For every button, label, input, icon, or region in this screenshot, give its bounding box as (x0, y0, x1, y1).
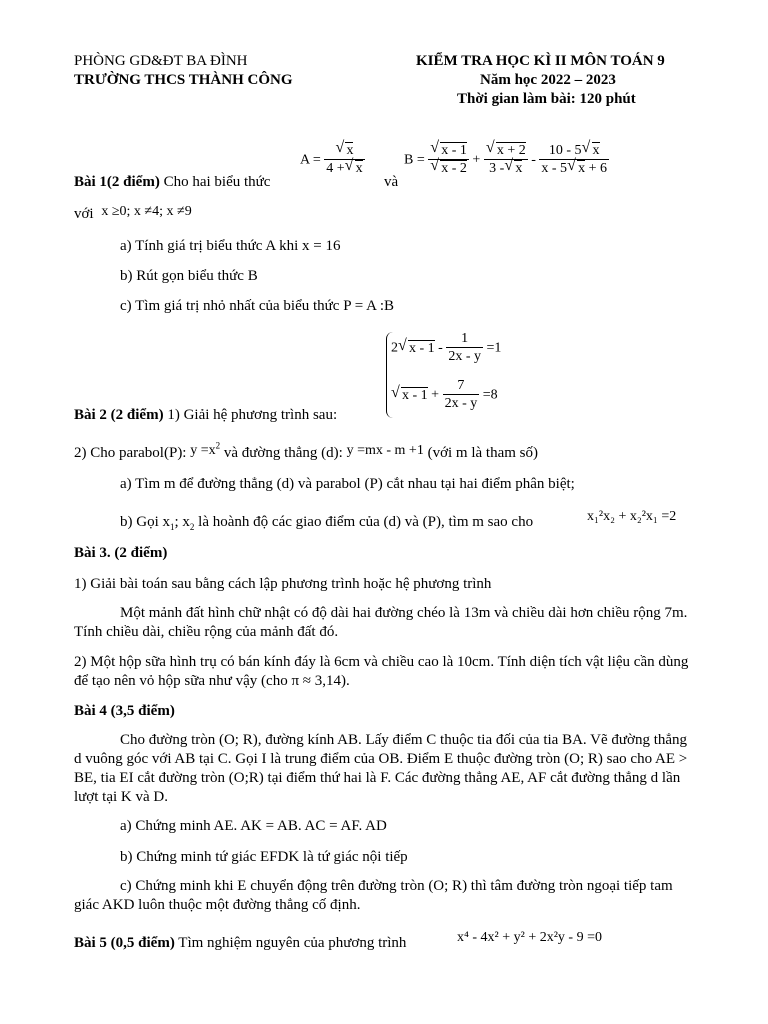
expr-b-term1 (428, 142, 469, 178)
parabol-eq: $y =x^2$ (190, 440, 221, 458)
bai3-part1-text: Một mảnh đất hình chữ nhật có độ dài hai đường chéo là 13m và chiều dài hơn chiều rộng 7m. Tính chiều dài, chiều rộng của mảnh đất đó. (74, 605, 688, 640)
expr-a-fraction (324, 142, 364, 178)
b-minus: - (531, 152, 536, 168)
b-post: là hoành độ các giao điểm của (d) và (P), tìm m sao cho (194, 514, 534, 530)
b-t3-den-pre: x - 5 (541, 161, 568, 176)
eq1-pre: 2 (391, 340, 398, 356)
b-mid: ; x (174, 514, 190, 530)
eq1-fraction (446, 330, 483, 366)
bai1-heading (74, 173, 270, 192)
bai5-text: Tìm nghiệm nguyên của phương trình (174, 935, 407, 951)
eq2-sqrt: √ x - 1 (401, 387, 428, 403)
bai1-part-c: c) Tìm giá trị nhỏ nhất của biểu thức P = A :B (120, 298, 395, 314)
bai4-part-a: a) Chứng minh AE. AK = AB. AC = AF. AD (120, 818, 387, 834)
bai1-title: Bài 1(2 điểm) (74, 174, 160, 190)
bai4-text: Cho đường tròn (O; R), đường kính AB. Lấy điểm C thuộc tia đối của tia BA. Vẽ đường thẳng d vuông góc với AB tại C. Gọi I là trung điểm của OB. Điểm E thuộc đường tròn (O; R) sao cho AE > BE, tia EI cắt đường tròn (O;R) tại điểm thứ hai là F. Các đường thẳng AE, AF cắt đường thẳng d lần lượt tại K và D. (74, 732, 688, 805)
expr-b-term3 (539, 142, 609, 178)
eq1-rhs: =1 (486, 340, 502, 356)
b-sub1: 1 (170, 522, 175, 532)
exam-title: KIỂM TRA HỌC KÌ II MÔN TOÁN 9 (416, 53, 665, 69)
bai2-title: Bài 2 (2 điểm) (74, 407, 164, 423)
expression-a (300, 142, 365, 178)
system-eq1 (391, 330, 501, 366)
bai3-part2-text: 2) Một hộp sữa hình trụ có bán kính đáy là 6cm và chiều cao là 10cm. Tính diện tích vật liệu cần dùng để tạo nên vỏ hộp sữa như vậy (cho π ≈ 3,14). (74, 654, 689, 689)
b-t1-den: √ x - 2 (440, 160, 467, 176)
and-word: và (384, 174, 399, 190)
eq1-sqrt: √ x - 1 (408, 340, 435, 356)
parabol-text: y =x (190, 443, 216, 458)
expression-b (404, 142, 609, 178)
expr-a-den-sqrt: √ x (355, 160, 363, 176)
line-d-eq: y =mx - m +1 (346, 443, 424, 458)
b-t3-den-sqrt: √ x (577, 160, 585, 176)
eq2-rhs: =8 (482, 387, 498, 403)
part2-pre: 2) Cho parabol(P): (74, 445, 191, 461)
bai1-part-a: a) Tính giá trị biểu thức A khi x = 16 (120, 238, 341, 254)
b-t3-num-pre: 10 - 5 (548, 143, 582, 158)
b-t1-num: √ x - 1 (440, 142, 467, 158)
bai5-line (74, 934, 406, 953)
bai5-equation: x⁴ - 4x² + y² + 2x²y - 9 =0 (457, 930, 602, 945)
bai2-part2-line (74, 440, 538, 463)
eq1-minus: - (438, 340, 443, 356)
school-name: TRƯỜNG THCS THÀNH CÔNG (74, 72, 293, 88)
department-name: PHÒNG GD&ĐT BA ĐÌNH (74, 53, 248, 69)
eq2-plus: + (431, 387, 440, 403)
bai2-b-equation: x₁²x₂ + x₂²x₁ =2 (587, 509, 677, 524)
part2-mid: và đường thẳng (d): (223, 445, 347, 461)
bai3-title: Bài 3. (2 điểm) (74, 545, 168, 561)
bai2-part-a: a) Tìm m để đường thẳng (d) và parabol (P) cắt nhau tại hai điểm phân biệt; (120, 476, 575, 492)
condition-label: với (74, 206, 94, 222)
bai4-part-b: b) Chứng minh tứ giác EFDK là tứ giác nội tiếp (120, 849, 408, 865)
b-t2-num: √ x + 2 (496, 142, 526, 158)
eq2-den: 2x - y (444, 396, 478, 411)
b-t2-den-pre: 3 - (489, 161, 505, 176)
b-pre: b) Gọi x (120, 514, 170, 530)
bai2-heading (74, 406, 337, 425)
exam-duration: Thời gian làm bài: 120 phút (457, 91, 636, 107)
condition-expr: x ≥0; x ≠4; x ≠9 (101, 204, 192, 219)
eq1-num: 1 (446, 330, 483, 348)
expr-a-lhs: A = (300, 152, 321, 168)
expr-b-term2 (484, 142, 528, 178)
condition-line (74, 205, 192, 224)
expr-b-lhs: B = (404, 152, 425, 168)
expr-a-num: √ x (345, 142, 353, 158)
b-sub2: 2 (189, 522, 195, 532)
eq1-den: 2x - y (448, 349, 482, 364)
part2-post: (với m là tham số) (427, 445, 538, 461)
bai4-title: Bài 4 (3,5 điểm) (74, 703, 175, 719)
school-year: Năm học 2022 – 2023 (480, 72, 616, 88)
bai1-part-b: b) Rút gọn biểu thức B (120, 268, 258, 284)
bai1-intro: Cho hai biểu thức (159, 174, 271, 190)
b-t3-num-sqrt: √ x (592, 142, 600, 158)
bai5-title: Bài 5 (0,5 điểm) (74, 935, 175, 951)
b-t2-den-sqrt: √ x (514, 160, 522, 176)
eq2-num: 7 (443, 377, 480, 395)
bai4-part-c: c) Chứng minh khi E chuyển động trên đường tròn (O; R) thì tâm đường tròn ngoại tiếp tam giác AKD luôn thuộc một đường thẳng cố định. (74, 878, 673, 913)
b-t3-den-post: + 6 (588, 161, 607, 176)
bai2-part1: 1) Giải hệ phương trình sau: (163, 407, 338, 423)
bai2-part-b (120, 513, 533, 532)
eq2-fraction (443, 377, 480, 413)
b-plus: + (472, 152, 481, 168)
system-eq2 (391, 377, 498, 413)
bai3-part1: 1) Giải bài toán sau bằng cách lập phương trình hoặc hệ phương trình (74, 576, 492, 592)
expr-a-den-pre: 4 + (326, 161, 345, 176)
